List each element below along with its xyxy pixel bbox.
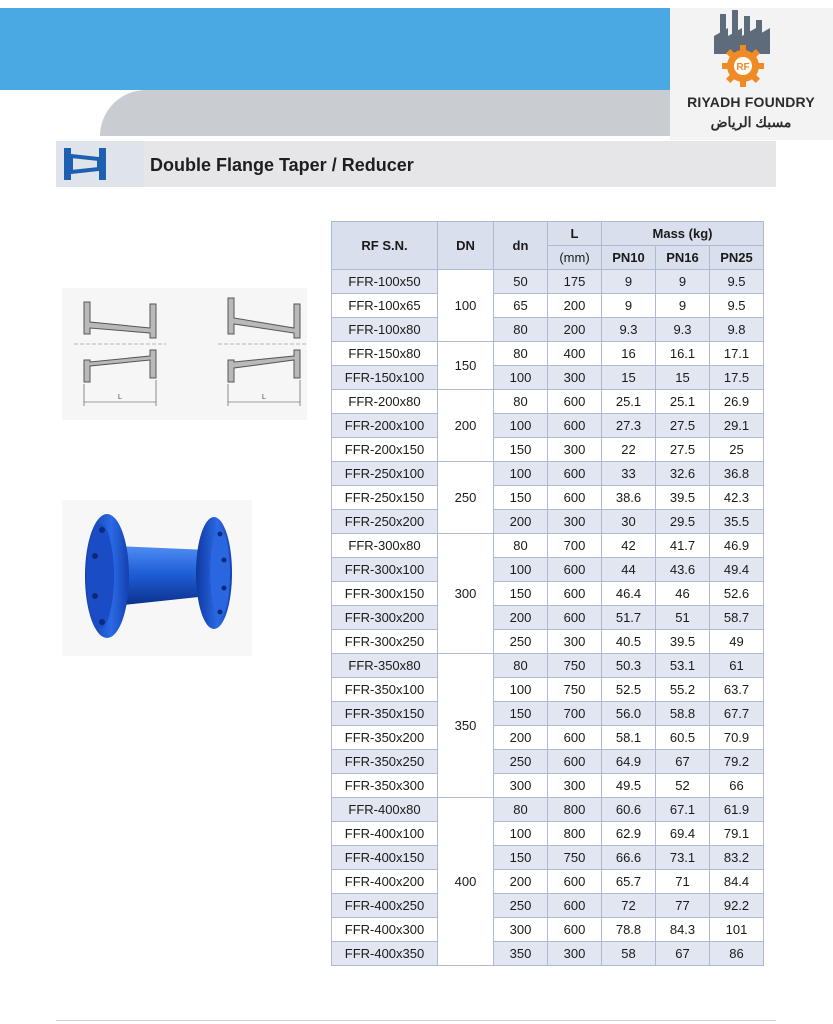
table-row bbox=[332, 654, 764, 678]
header-sn: RF S.N. bbox=[332, 222, 438, 270]
table-row bbox=[332, 750, 764, 774]
table-row bbox=[332, 462, 764, 486]
cell-sn: FFR-100x50 bbox=[332, 270, 438, 294]
cell-sn: FFR-350x300 bbox=[332, 774, 438, 798]
spec-table bbox=[331, 221, 764, 966]
cell-L: 600 bbox=[548, 726, 602, 750]
cell-pn10: 33 bbox=[602, 462, 656, 486]
cell-pn10: 66.6 bbox=[602, 846, 656, 870]
cell-pn25: 25 bbox=[710, 438, 764, 462]
table-row bbox=[332, 342, 764, 366]
cell-dn: 300 bbox=[494, 774, 548, 798]
cell-pn16: 9 bbox=[656, 294, 710, 318]
cell-dn: 150 bbox=[494, 702, 548, 726]
cell-pn25: 67.7 bbox=[710, 702, 764, 726]
cell-sn: FFR-350x200 bbox=[332, 726, 438, 750]
table-row bbox=[332, 870, 764, 894]
cell-pn16: 27.5 bbox=[656, 438, 710, 462]
cell-pn10: 22 bbox=[602, 438, 656, 462]
cell-pn25: 9.5 bbox=[710, 294, 764, 318]
cell-DN: 350 bbox=[438, 654, 494, 798]
cell-sn: FFR-400x100 bbox=[332, 822, 438, 846]
cell-dn: 100 bbox=[494, 558, 548, 582]
cell-pn10: 42 bbox=[602, 534, 656, 558]
cell-pn25: 101 bbox=[710, 918, 764, 942]
cell-L: 800 bbox=[548, 798, 602, 822]
cell-L: 600 bbox=[548, 582, 602, 606]
table-row bbox=[332, 486, 764, 510]
header-blue-band bbox=[0, 8, 700, 90]
cell-pn25: 42.3 bbox=[710, 486, 764, 510]
header-L-unit: (mm) bbox=[548, 246, 602, 270]
cell-L: 700 bbox=[548, 702, 602, 726]
cell-pn10: 46.4 bbox=[602, 582, 656, 606]
cell-L: 600 bbox=[548, 606, 602, 630]
logo-initials: RF bbox=[736, 62, 750, 73]
cell-dn: 200 bbox=[494, 606, 548, 630]
cell-sn: FFR-400x250 bbox=[332, 894, 438, 918]
cell-pn10: 58.1 bbox=[602, 726, 656, 750]
cell-pn25: 35.5 bbox=[710, 510, 764, 534]
cell-pn25: 29.1 bbox=[710, 414, 764, 438]
cell-pn10: 64.9 bbox=[602, 750, 656, 774]
cell-dn: 65 bbox=[494, 294, 548, 318]
cell-sn: FFR-400x80 bbox=[332, 798, 438, 822]
cell-pn16: 9 bbox=[656, 270, 710, 294]
cell-sn: FFR-350x150 bbox=[332, 702, 438, 726]
cell-sn: FFR-400x150 bbox=[332, 846, 438, 870]
cell-L: 600 bbox=[548, 462, 602, 486]
cell-pn10: 50.3 bbox=[602, 654, 656, 678]
cell-pn25: 58.7 bbox=[710, 606, 764, 630]
blue-reducer-photo-icon bbox=[62, 500, 252, 656]
cell-dn: 250 bbox=[494, 750, 548, 774]
cell-pn25: 49 bbox=[710, 630, 764, 654]
cell-dn: 150 bbox=[494, 846, 548, 870]
cell-pn16: 27.5 bbox=[656, 414, 710, 438]
table-row bbox=[332, 630, 764, 654]
cell-pn10: 30 bbox=[602, 510, 656, 534]
cell-sn: FFR-300x100 bbox=[332, 558, 438, 582]
cell-pn16: 77 bbox=[656, 894, 710, 918]
cell-pn10: 40.5 bbox=[602, 630, 656, 654]
table-row bbox=[332, 438, 764, 462]
cell-L: 750 bbox=[548, 846, 602, 870]
cell-pn25: 26.9 bbox=[710, 390, 764, 414]
table-row bbox=[332, 822, 764, 846]
cell-pn16: 84.3 bbox=[656, 918, 710, 942]
table-row bbox=[332, 558, 764, 582]
cell-L: 800 bbox=[548, 822, 602, 846]
cell-pn25: 49.4 bbox=[710, 558, 764, 582]
table-row bbox=[332, 726, 764, 750]
cell-pn16: 46 bbox=[656, 582, 710, 606]
cell-pn10: 15 bbox=[602, 366, 656, 390]
company-name-ar: مسبك الرياض bbox=[710, 114, 792, 130]
cell-L: 300 bbox=[548, 510, 602, 534]
cell-dn: 350 bbox=[494, 942, 548, 966]
cell-dn: 200 bbox=[494, 726, 548, 750]
cell-pn10: 52.5 bbox=[602, 678, 656, 702]
cell-pn10: 9.3 bbox=[602, 318, 656, 342]
cell-sn: FFR-300x150 bbox=[332, 582, 438, 606]
dimension-label-left: L bbox=[118, 394, 122, 401]
cell-L: 600 bbox=[548, 486, 602, 510]
cell-L: 700 bbox=[548, 534, 602, 558]
factory-gear-logo-icon bbox=[712, 10, 774, 88]
table-row bbox=[332, 510, 764, 534]
cell-DN: 250 bbox=[438, 462, 494, 534]
cell-sn: FFR-200x100 bbox=[332, 414, 438, 438]
cell-dn: 150 bbox=[494, 486, 548, 510]
cell-pn16: 25.1 bbox=[656, 390, 710, 414]
table-row bbox=[332, 582, 764, 606]
cell-pn16: 39.5 bbox=[656, 486, 710, 510]
header-dn: dn bbox=[494, 222, 548, 270]
table-row bbox=[332, 366, 764, 390]
cell-DN: 200 bbox=[438, 390, 494, 462]
cell-sn: FFR-150x80 bbox=[332, 342, 438, 366]
cell-pn16: 32.6 bbox=[656, 462, 710, 486]
cell-sn: FFR-300x200 bbox=[332, 606, 438, 630]
cell-sn: FFR-350x250 bbox=[332, 750, 438, 774]
cell-pn25: 92.2 bbox=[710, 894, 764, 918]
cell-pn10: 44 bbox=[602, 558, 656, 582]
cell-dn: 80 bbox=[494, 654, 548, 678]
cell-DN: 400 bbox=[438, 798, 494, 966]
table-row bbox=[332, 846, 764, 870]
cell-pn16: 16.1 bbox=[656, 342, 710, 366]
cell-sn: FFR-250x150 bbox=[332, 486, 438, 510]
cell-pn25: 52.6 bbox=[710, 582, 764, 606]
cell-pn25: 36.8 bbox=[710, 462, 764, 486]
cell-pn16: 69.4 bbox=[656, 822, 710, 846]
cell-pn16: 39.5 bbox=[656, 630, 710, 654]
cell-dn: 100 bbox=[494, 822, 548, 846]
cell-pn16: 52 bbox=[656, 774, 710, 798]
cell-pn16: 15 bbox=[656, 366, 710, 390]
header-pn16: PN16 bbox=[656, 246, 710, 270]
cell-dn: 80 bbox=[494, 342, 548, 366]
reducer-symbol-icon bbox=[62, 146, 108, 182]
header-L: L bbox=[548, 222, 602, 246]
cell-pn25: 17.5 bbox=[710, 366, 764, 390]
technical-drawing bbox=[62, 288, 307, 420]
cell-pn10: 51.7 bbox=[602, 606, 656, 630]
cell-L: 600 bbox=[548, 558, 602, 582]
cell-L: 200 bbox=[548, 294, 602, 318]
cell-pn16: 58.8 bbox=[656, 702, 710, 726]
cell-L: 600 bbox=[548, 390, 602, 414]
cell-pn25: 63.7 bbox=[710, 678, 764, 702]
cell-sn: FFR-350x100 bbox=[332, 678, 438, 702]
cell-sn: FFR-200x80 bbox=[332, 390, 438, 414]
cell-L: 600 bbox=[548, 414, 602, 438]
cell-pn10: 27.3 bbox=[602, 414, 656, 438]
cell-pn25: 83.2 bbox=[710, 846, 764, 870]
header-DN: DN bbox=[438, 222, 494, 270]
table-row bbox=[332, 606, 764, 630]
table-row bbox=[332, 774, 764, 798]
table-row bbox=[332, 798, 764, 822]
cell-pn16: 43.6 bbox=[656, 558, 710, 582]
cell-pn16: 53.1 bbox=[656, 654, 710, 678]
company-name-en: RIYADH FOUNDRY bbox=[687, 94, 815, 110]
cell-pn10: 62.9 bbox=[602, 822, 656, 846]
cell-dn: 100 bbox=[494, 678, 548, 702]
table-row bbox=[332, 294, 764, 318]
cell-pn25: 84.4 bbox=[710, 870, 764, 894]
cell-sn: FFR-400x300 bbox=[332, 918, 438, 942]
page-title: Double Flange Taper / Reducer bbox=[150, 155, 414, 175]
cell-dn: 80 bbox=[494, 318, 548, 342]
cell-L: 175 bbox=[548, 270, 602, 294]
cell-dn: 100 bbox=[494, 414, 548, 438]
cell-dn: 300 bbox=[494, 918, 548, 942]
cell-L: 600 bbox=[548, 894, 602, 918]
cell-dn: 80 bbox=[494, 534, 548, 558]
cell-pn10: 16 bbox=[602, 342, 656, 366]
cell-pn10: 56.0 bbox=[602, 702, 656, 726]
cell-L: 300 bbox=[548, 630, 602, 654]
cell-L: 750 bbox=[548, 654, 602, 678]
cell-sn: FFR-250x200 bbox=[332, 510, 438, 534]
cell-L: 300 bbox=[548, 774, 602, 798]
bottom-divider bbox=[56, 1020, 776, 1021]
cell-L: 200 bbox=[548, 318, 602, 342]
cell-dn: 150 bbox=[494, 582, 548, 606]
cell-sn: FFR-350x80 bbox=[332, 654, 438, 678]
cell-pn16: 67 bbox=[656, 750, 710, 774]
table-row bbox=[332, 318, 764, 342]
cell-pn10: 72 bbox=[602, 894, 656, 918]
cell-pn25: 46.9 bbox=[710, 534, 764, 558]
cell-pn25: 70.9 bbox=[710, 726, 764, 750]
cell-pn16: 29.5 bbox=[656, 510, 710, 534]
header-pn10: PN10 bbox=[602, 246, 656, 270]
cell-sn: FFR-150x100 bbox=[332, 366, 438, 390]
cell-dn: 50 bbox=[494, 270, 548, 294]
cell-pn16: 71 bbox=[656, 870, 710, 894]
cell-L: 750 bbox=[548, 678, 602, 702]
cell-pn10: 9 bbox=[602, 270, 656, 294]
cell-L: 400 bbox=[548, 342, 602, 366]
header-pn25: PN25 bbox=[710, 246, 764, 270]
cell-dn: 150 bbox=[494, 438, 548, 462]
table-row bbox=[332, 270, 764, 294]
cell-pn10: 38.6 bbox=[602, 486, 656, 510]
table-row bbox=[332, 414, 764, 438]
cell-pn10: 78.8 bbox=[602, 918, 656, 942]
cell-L: 600 bbox=[548, 918, 602, 942]
cell-pn25: 61 bbox=[710, 654, 764, 678]
cell-pn16: 51 bbox=[656, 606, 710, 630]
cell-pn10: 25.1 bbox=[602, 390, 656, 414]
cell-pn16: 67 bbox=[656, 942, 710, 966]
cell-sn: FFR-300x80 bbox=[332, 534, 438, 558]
cell-L: 600 bbox=[548, 870, 602, 894]
cell-sn: FFR-400x350 bbox=[332, 942, 438, 966]
cell-L: 300 bbox=[548, 366, 602, 390]
cell-sn: FFR-300x250 bbox=[332, 630, 438, 654]
cell-pn16: 9.3 bbox=[656, 318, 710, 342]
cell-L: 600 bbox=[548, 750, 602, 774]
cell-DN: 100 bbox=[438, 270, 494, 342]
table-row bbox=[332, 894, 764, 918]
product-photo bbox=[62, 500, 252, 656]
cell-dn: 200 bbox=[494, 870, 548, 894]
cell-sn: FFR-100x80 bbox=[332, 318, 438, 342]
cell-pn25: 79.2 bbox=[710, 750, 764, 774]
cell-pn25: 86 bbox=[710, 942, 764, 966]
cell-pn10: 60.6 bbox=[602, 798, 656, 822]
cell-pn25: 66 bbox=[710, 774, 764, 798]
cell-pn16: 73.1 bbox=[656, 846, 710, 870]
cell-pn16: 41.7 bbox=[656, 534, 710, 558]
cell-pn10: 9 bbox=[602, 294, 656, 318]
cell-pn10: 49.5 bbox=[602, 774, 656, 798]
cell-dn: 250 bbox=[494, 630, 548, 654]
cell-dn: 80 bbox=[494, 390, 548, 414]
cell-dn: 200 bbox=[494, 510, 548, 534]
cell-pn16: 55.2 bbox=[656, 678, 710, 702]
cell-pn25: 79.1 bbox=[710, 822, 764, 846]
cell-sn: FFR-400x200 bbox=[332, 870, 438, 894]
cell-dn: 250 bbox=[494, 894, 548, 918]
table-row bbox=[332, 390, 764, 414]
reducer-section-drawing-icon bbox=[62, 288, 307, 420]
cell-pn16: 60.5 bbox=[656, 726, 710, 750]
table-row bbox=[332, 678, 764, 702]
cell-dn: 100 bbox=[494, 462, 548, 486]
cell-DN: 300 bbox=[438, 534, 494, 654]
cell-pn25: 9.5 bbox=[710, 270, 764, 294]
cell-L: 300 bbox=[548, 438, 602, 462]
cell-pn10: 65.7 bbox=[602, 870, 656, 894]
cell-pn25: 61.9 bbox=[710, 798, 764, 822]
cell-dn: 80 bbox=[494, 798, 548, 822]
header-mass: Mass (kg) bbox=[602, 222, 764, 246]
cell-sn: FFR-250x100 bbox=[332, 462, 438, 486]
cell-DN: 150 bbox=[438, 342, 494, 390]
table-row bbox=[332, 534, 764, 558]
cell-sn: FFR-100x65 bbox=[332, 294, 438, 318]
dimension-label-right: L bbox=[262, 394, 266, 401]
table-row bbox=[332, 942, 764, 966]
cell-pn16: 67.1 bbox=[656, 798, 710, 822]
cell-L: 300 bbox=[548, 942, 602, 966]
table-row bbox=[332, 918, 764, 942]
cell-sn: FFR-200x150 bbox=[332, 438, 438, 462]
cell-dn: 100 bbox=[494, 366, 548, 390]
table-row bbox=[332, 702, 764, 726]
header-gray-band bbox=[100, 90, 720, 136]
cell-pn25: 17.1 bbox=[710, 342, 764, 366]
cell-pn10: 58 bbox=[602, 942, 656, 966]
cell-pn25: 9.8 bbox=[710, 318, 764, 342]
